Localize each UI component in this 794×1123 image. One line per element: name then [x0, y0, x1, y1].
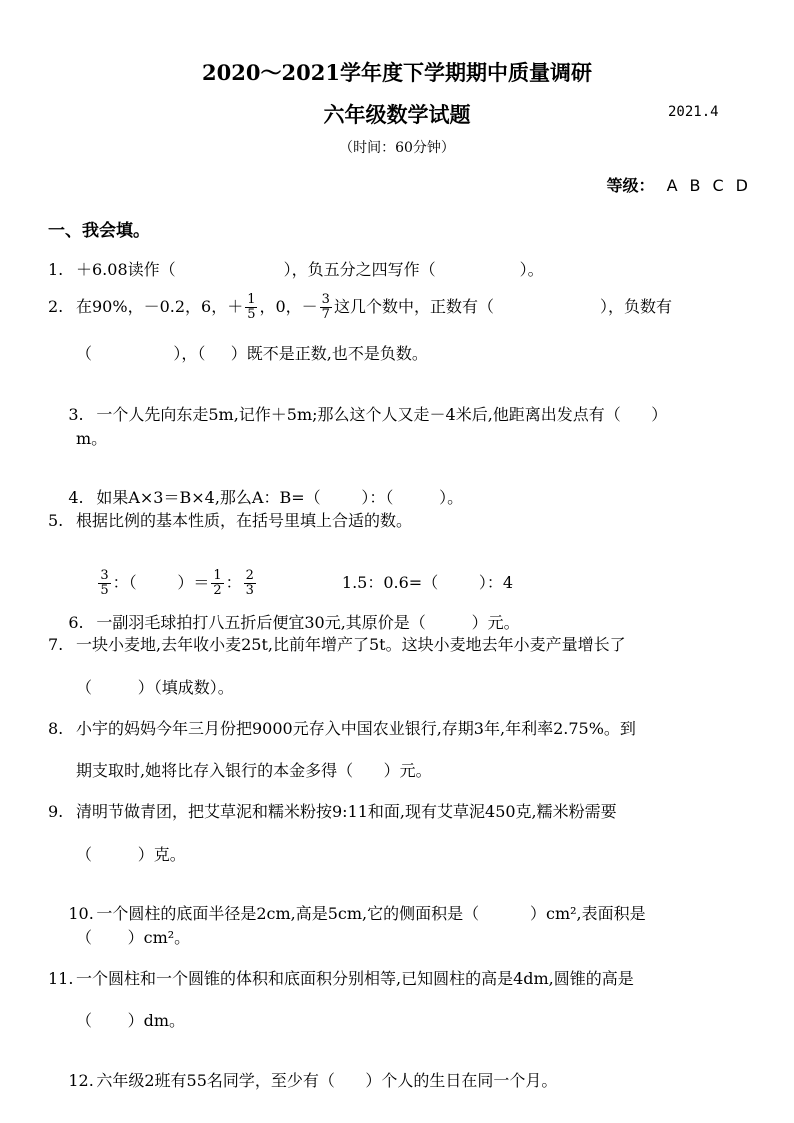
q1-part-a: ＋6.08读作（	[76, 260, 176, 279]
question-number: 5.	[48, 511, 64, 530]
question-8-line-2: 期支取时,她将比存入银行的本金多得（ ）元。	[76, 761, 432, 780]
fraction-three-fifths: $\frac{3}{5}$	[100, 568, 109, 598]
question-number: 4.	[68, 488, 84, 507]
q1-part-b: ），负五分之四写作（	[283, 260, 436, 279]
q10-text: 一个圆柱的底面半径是2cm,高是5cm,它的侧面积是（ ）cm²,表面积是	[96, 904, 646, 923]
q1-part-c: ）。	[519, 260, 544, 279]
q9-text: 清明节做青团，把艾草泥和糯米粉按9:11和面,现有艾草泥450克,糯米粉需要	[76, 802, 617, 821]
q8-text: 小宇的妈妈今年三月份把9000元存入中国农业银行,存期3年,年利率2.75%。到	[76, 719, 636, 738]
fraction-one-fifth: $\frac{1}{5}$	[247, 292, 256, 322]
exam-date: 2021.4	[668, 104, 719, 120]
question-number: 6.	[68, 613, 84, 632]
question-3	[48, 383, 667, 444]
question-number: 9.	[48, 802, 64, 821]
question-12	[48, 1049, 557, 1110]
question-9-line-2: （ ）克。	[76, 845, 186, 864]
grade-option-b: B	[689, 176, 701, 195]
fraction-two-thirds: $\frac{2}{3}$	[245, 568, 254, 598]
question-2	[48, 292, 672, 322]
question-number: 8.	[48, 719, 64, 738]
question-2-line-2: （ ），（ ）既不是正数,也不是负数。	[76, 344, 428, 363]
question-number: 3.	[68, 405, 84, 424]
q5-mid: ：（ ）＝	[112, 573, 210, 592]
question-10-line-2: （ ）cm²。	[76, 928, 191, 947]
question-5	[48, 508, 412, 531]
question-9	[48, 799, 617, 822]
q2-part-c: 这几个数中，正数有（	[333, 297, 494, 316]
question-7-line-2: （ ）（填成数）。	[76, 678, 234, 697]
question-number: 12.	[68, 1071, 94, 1090]
grade-option-d: D	[735, 176, 748, 195]
q4-text: 如果A×3＝B×4,那么A：B=（ ）：（ ）。	[96, 488, 464, 507]
fraction-one-half: $\frac{1}{2}$	[213, 568, 222, 598]
exam-subtitle: 六年级数学试题	[323, 102, 471, 127]
grade-label: 等级：	[606, 176, 655, 195]
question-number: 10.	[68, 904, 94, 923]
q7-text: 一块小麦地,去年收小麦25t,比前年增产了5t。这块小麦地去年小麦产量增长了	[76, 635, 626, 654]
question-11	[48, 966, 634, 989]
grade-option-a: A	[666, 176, 678, 195]
question-number: 2.	[48, 297, 64, 316]
question-number: 1.	[48, 260, 64, 279]
q2-part-d: ），负数有	[599, 297, 672, 316]
q2-part-b: ，0，－	[259, 297, 318, 316]
exam-time: （时间：60分钟）	[339, 140, 455, 156]
question-number: 7.	[48, 635, 64, 654]
grade-option-c: C	[712, 176, 724, 195]
question-11-line-2: （ ）dm。	[76, 1011, 186, 1030]
q5-colon: ：	[225, 573, 242, 592]
section-heading: 一、我会填。	[48, 221, 150, 241]
grade-row	[607, 173, 748, 196]
question-7	[48, 632, 626, 655]
question-1	[48, 257, 544, 280]
fraction-three-sevenths: $\frac{3}{7}$	[321, 292, 330, 322]
question-number: 11.	[48, 969, 74, 988]
exam-title: 2020～2021学年度下学期期中质量调研	[202, 60, 592, 85]
q12-text: 六年级2班有55名同学，至少有（ ）个人的生日在同一个月。	[96, 1071, 558, 1090]
q11-text: 一个圆柱和一个圆锥的体积和底面积分别相等,已知圆柱的高是4dm,圆锥的高是	[76, 969, 634, 988]
question-3-line-2: m。	[76, 429, 108, 448]
question-8	[48, 716, 636, 739]
q5-right: 1.5：0.6=（ ）：4	[341, 573, 514, 592]
q2-part-a: 在90%，－0.2，6，＋	[76, 297, 244, 316]
q6-text: 一副羽毛球拍打八五折后便宜30元,其原价是（ ）元。	[96, 613, 520, 632]
q5-text: 根据比例的基本性质，在括号里填上合适的数。	[76, 511, 413, 530]
q3-text: 一个人先向东走5m,记作＋5m;那么这个人又走－4米后,他距离出发点有（ ）	[96, 405, 668, 424]
